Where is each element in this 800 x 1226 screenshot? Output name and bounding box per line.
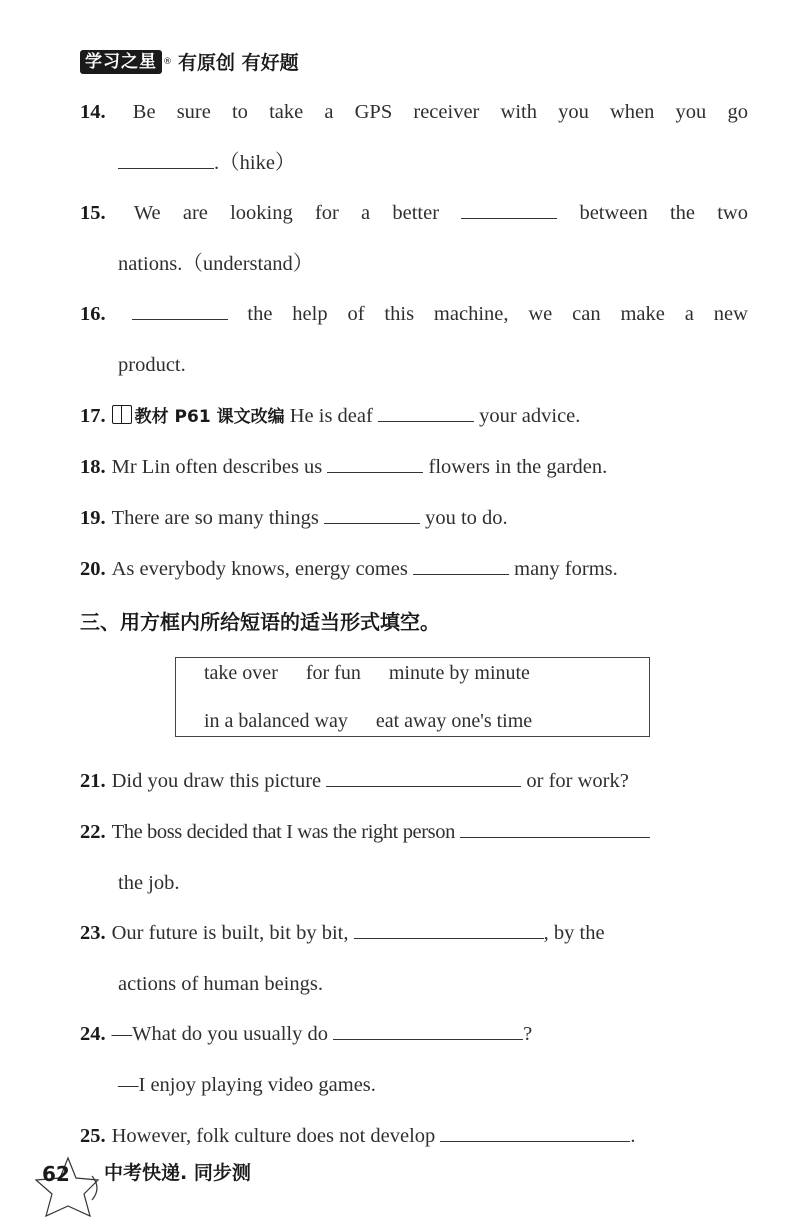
question-text: He is deaf (289, 405, 373, 427)
question-16-line1 (80, 299, 748, 329)
question-20 (80, 554, 748, 584)
word: new (713, 303, 748, 325)
word: make (620, 303, 665, 325)
phrase-box (175, 657, 650, 737)
phrase: minute by minute (388, 662, 530, 684)
word: can (572, 303, 601, 325)
word: two (717, 202, 748, 224)
phrase: take over (204, 662, 278, 684)
question-text: or for work? (526, 770, 629, 792)
phrase-row (204, 662, 558, 685)
question-text: However, folk culture does not develop (111, 1125, 436, 1147)
question-23-line1 (80, 918, 748, 948)
phrase: in a balanced way (204, 710, 348, 732)
question-number: 17. (80, 405, 106, 427)
word: of (347, 303, 365, 325)
book-header (80, 48, 299, 75)
question-number: 23. (80, 922, 106, 944)
brand-logo: 学习之星 (80, 50, 162, 74)
word: help (292, 303, 328, 325)
question-number: 15. (80, 202, 106, 224)
word: Be (132, 101, 156, 123)
question-number: 22. (80, 821, 106, 843)
answer-blank[interactable] (354, 918, 544, 939)
word: between (579, 202, 648, 224)
word: receiver (413, 101, 480, 123)
answer-blank[interactable] (333, 1019, 523, 1040)
word: a (324, 101, 334, 123)
question-text: your advice. (479, 405, 581, 427)
answer-blank[interactable] (413, 554, 509, 575)
word: a (684, 303, 694, 325)
question-text: , by the (543, 922, 605, 944)
phrase: for fun (305, 662, 361, 684)
answer-blank[interactable] (461, 198, 557, 219)
question-24-line2: —I enjoy playing video games. (118, 1074, 376, 1096)
registered-mark: ® (163, 56, 172, 67)
textbook-icon (112, 405, 132, 424)
question-number: 20. (80, 558, 106, 580)
question-18 (80, 452, 748, 482)
word: We (133, 202, 161, 224)
answer-blank[interactable] (378, 401, 474, 422)
footer-title: 中考快递. 同步测 (104, 1162, 251, 1184)
word: for (314, 202, 339, 224)
word: take (269, 101, 304, 123)
question-22-line2: the job. (118, 872, 180, 894)
question-text: Our future is built, bit by bit, (111, 922, 349, 944)
word: with (500, 101, 537, 123)
question-number: 19. (80, 507, 106, 529)
word: a (361, 202, 371, 224)
question-17 (80, 401, 748, 432)
question-text: The boss decided that I was the right person (111, 821, 455, 843)
question-number: 14. (80, 101, 106, 123)
word: machine, (433, 303, 509, 325)
answer-blank[interactable] (326, 766, 521, 787)
answer-blank[interactable] (118, 148, 214, 169)
question-25 (80, 1121, 748, 1151)
question-22-line1 (80, 817, 748, 847)
word: you (558, 101, 589, 123)
phrase: eat away one's time (375, 710, 533, 732)
word: sure (176, 101, 211, 123)
question-23-line2: actions of human beings. (118, 973, 323, 995)
answer-blank[interactable] (460, 817, 650, 838)
word: we (528, 303, 553, 325)
section-three-heading: 三、用方框内所给短语的适当形式填空。 (80, 610, 440, 634)
answer-blank[interactable] (327, 452, 423, 473)
question-21 (80, 766, 748, 796)
question-number: 16. (80, 303, 106, 325)
question-number: 21. (80, 770, 106, 792)
word: better (392, 202, 440, 224)
question-text: —What do you usually do (111, 1023, 328, 1045)
page-number: 62 (42, 1162, 70, 1186)
question-text: flowers in the garden. (428, 456, 608, 478)
question-hint: .（hike） (214, 152, 296, 174)
word: to (231, 101, 248, 123)
question-text: There are so many things (111, 507, 319, 529)
question-16-line2: product. (118, 354, 186, 376)
question-text: you to do. (425, 507, 508, 529)
question-number: 24. (80, 1023, 106, 1045)
word: are (182, 202, 208, 224)
word: looking (230, 202, 293, 224)
question-15-line2: nations.（understand） (118, 253, 314, 275)
word: you (675, 101, 707, 123)
question-text: As everybody knows, energy comes (111, 558, 408, 580)
question-14-line2 (118, 148, 748, 178)
question-15-line1 (80, 198, 748, 228)
question-24-line1 (80, 1019, 748, 1049)
answer-blank[interactable] (324, 503, 420, 524)
question-text: ? (523, 1023, 533, 1045)
word: GPS (354, 101, 393, 123)
question-19 (80, 503, 748, 533)
word: when (610, 101, 655, 123)
question-text: Did you draw this picture (111, 770, 322, 792)
question-number: 18. (80, 456, 106, 478)
word: the (669, 202, 695, 224)
question-text: . (630, 1125, 636, 1147)
question-number: 25. (80, 1125, 106, 1147)
question-14-line1 (80, 97, 748, 127)
page-footer (18, 1150, 318, 1220)
answer-blank[interactable] (440, 1121, 630, 1142)
source-tag: 教材 P61 课文改编 (134, 407, 285, 427)
word: the (247, 303, 273, 325)
question-text: many forms. (514, 558, 618, 580)
answer-blank[interactable] (132, 299, 228, 320)
phrase-row (204, 710, 560, 733)
word: this (384, 303, 415, 325)
word: go (727, 101, 748, 123)
question-text: Mr Lin often describes us (111, 456, 323, 478)
header-tagline: 有原创 有好题 (178, 52, 299, 74)
